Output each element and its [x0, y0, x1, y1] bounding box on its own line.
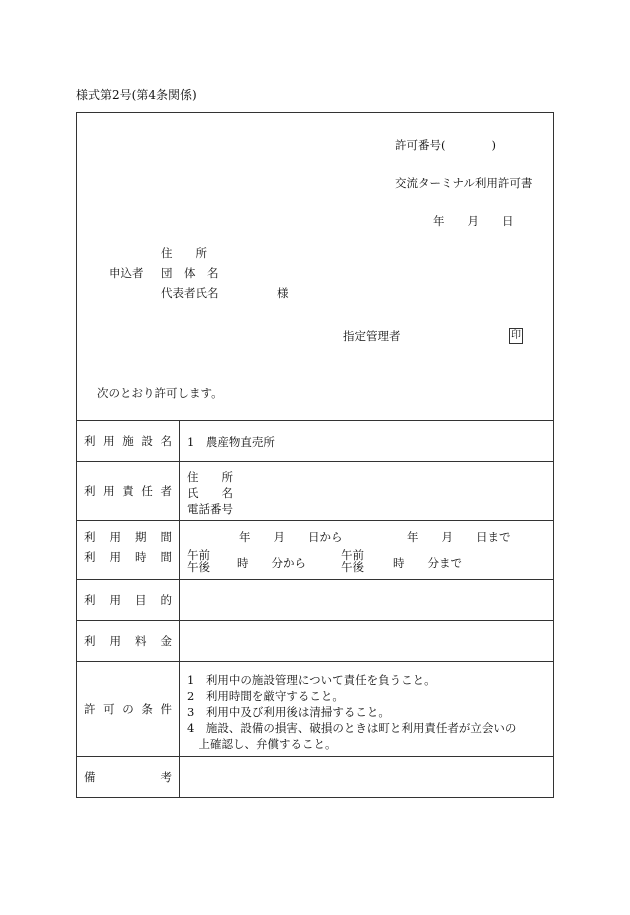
- seal-mark: 印: [509, 328, 523, 344]
- column-divider: [179, 420, 180, 797]
- applicant-label: 申込者: [109, 266, 144, 280]
- time-from-pm: 午後: [187, 560, 210, 574]
- conditions-label: 許可の条件: [84, 701, 172, 716]
- condition-item: 4 施設、設備の損害、破損のときは町と利用責任者が立会いの: [187, 721, 517, 735]
- responsible-address-label: 住 所: [187, 470, 233, 484]
- permit-number-label: 許可番号( ): [395, 138, 496, 152]
- applicant-address-label: 住 所: [161, 246, 207, 260]
- responsible-name-label: 氏 名: [187, 486, 233, 500]
- time-from-am: 午前: [187, 548, 210, 562]
- issue-date: 年 月 日: [433, 214, 514, 228]
- condition-item: 上確認し、弁償すること。: [187, 737, 337, 751]
- responsible-label: 利用責任者: [84, 483, 172, 498]
- applicant-org-label: 団 体 名: [161, 266, 219, 280]
- row-divider: [77, 520, 553, 521]
- condition-item: 1 利用中の施設管理について責任を負うこと。: [187, 673, 436, 687]
- period-to: 年 月 日まで: [407, 530, 511, 544]
- time-from: 時 分から: [237, 556, 306, 570]
- responsible-phone-label: 電話番号: [187, 502, 233, 516]
- period-label: 利用期間: [84, 530, 172, 544]
- fee-label: 利用料金: [84, 633, 172, 648]
- honorific: 様: [277, 286, 289, 300]
- facility-label: 利用施設名: [84, 433, 172, 448]
- time-label: 利用時間: [84, 550, 172, 564]
- document-title: 交流ターミナル利用許可書: [395, 176, 533, 190]
- time-to-am: 午前: [341, 548, 364, 562]
- period-from: 年 月 日から: [239, 530, 343, 544]
- form-number: 様式第2号(第4条関係): [76, 88, 197, 102]
- purpose-label: 利用目的: [84, 592, 172, 607]
- time-to-pm: 午後: [341, 560, 364, 574]
- condition-item: 2 利用時間を厳守すること。: [187, 689, 344, 703]
- time-to: 時 分まで: [393, 556, 462, 570]
- issuer-label: 指定管理者: [343, 329, 401, 343]
- remarks-label: 備考: [84, 769, 172, 784]
- facility-value: 1 農産物直売所: [187, 435, 275, 449]
- permit-statement: 次のとおり許可します。: [97, 386, 223, 400]
- permit-form: [76, 112, 554, 798]
- applicant-rep-label: 代表者氏名: [161, 286, 219, 300]
- condition-item: 3 利用中及び利用後は清掃すること。: [187, 705, 390, 719]
